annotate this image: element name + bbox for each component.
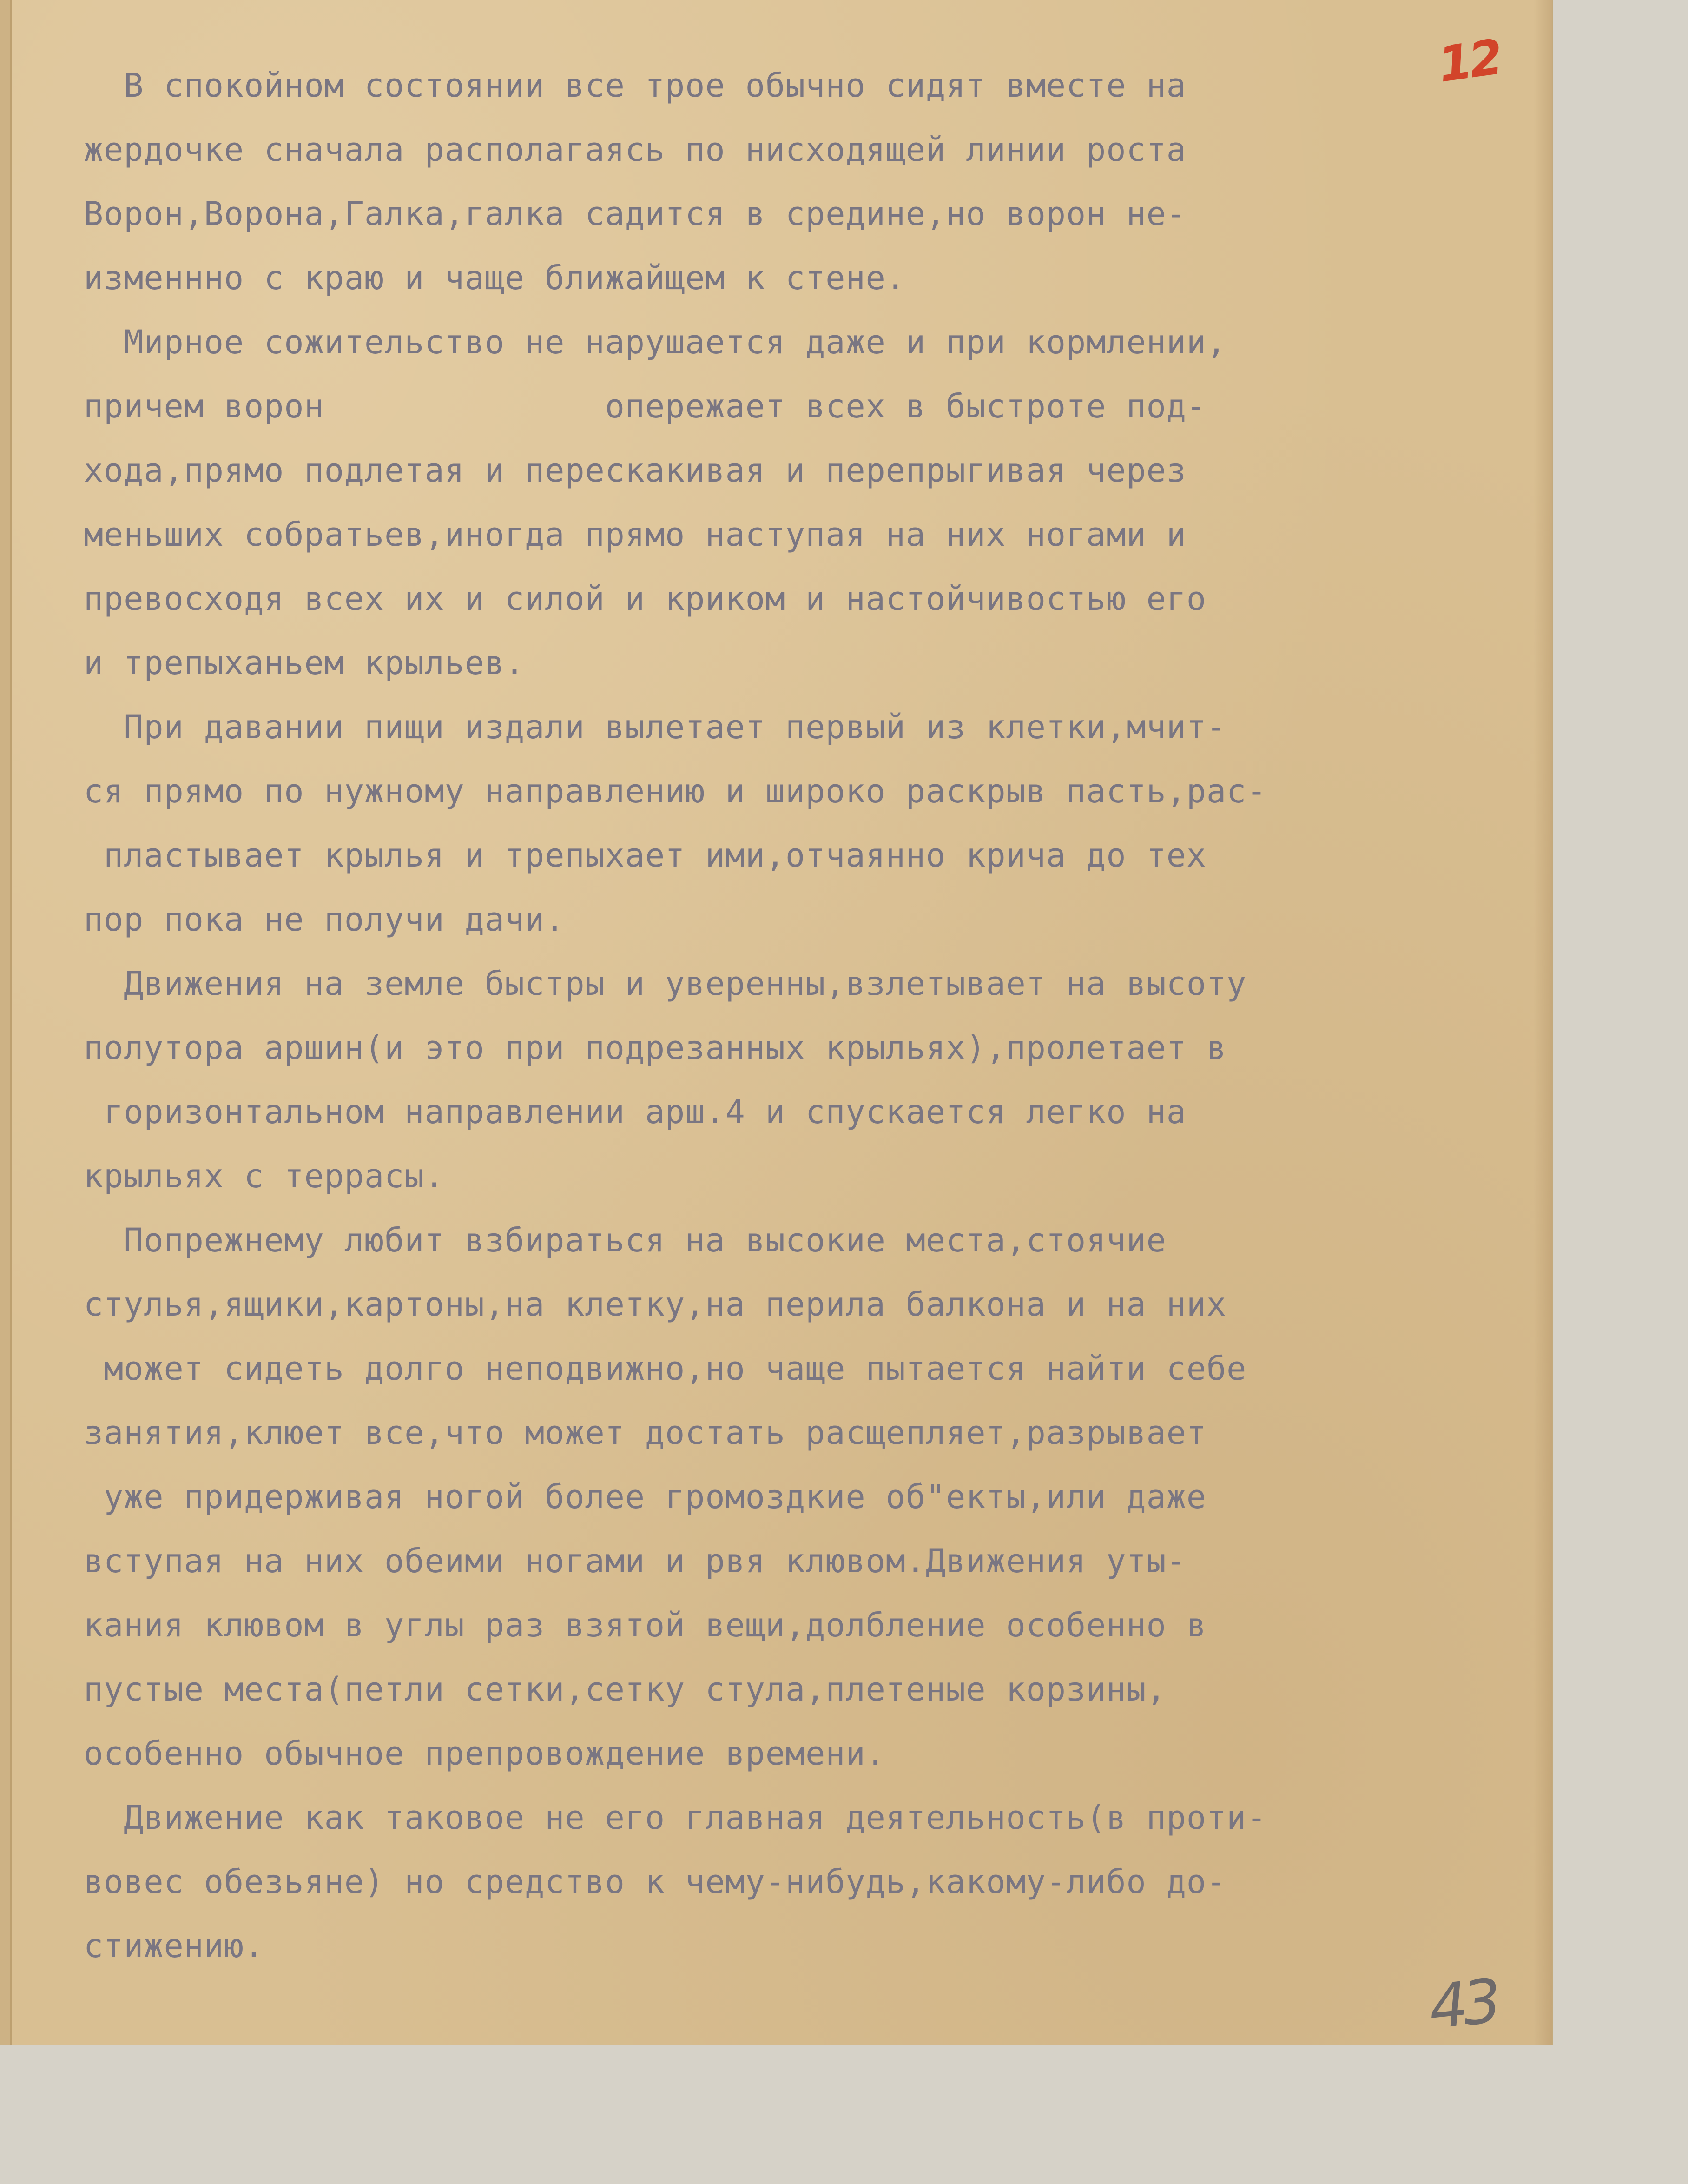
text-line: Ворон,Ворона,Галка,галка садится в средине,но ворон не- [84,195,1187,233]
text-line: пластывает крылья и трепыхает ими,отчаянно крича до тех [84,836,1207,874]
text-line: стижению. [84,1927,264,1965]
text-line: пустые места(петли сетки,сетку стула,плетеные корзины, [84,1670,1167,1708]
text-line: ся прямо по нужному направлению и широко раскрыв пасть,рас- [84,772,1267,810]
text-line: полутора аршин(и это при подрезанных крыльях),пролетает в [84,1029,1227,1067]
text-line: В спокойном состоянии все трое обычно сидят вместе на [84,66,1187,105]
text-line: меньших собратьев,иногда прямо наступая на них ногами и [84,516,1187,554]
text-line: уже придерживая ногой более громоздкие об"екты,или даже [84,1478,1207,1516]
typewritten-text [84,53,1315,1978]
folio-mark: 12 [1435,28,1504,93]
text-line: Движения на земле быстры и уверенны,взлетывает на высоту [84,965,1247,1003]
text-line: особенно обычное препровождение времени. [84,1734,886,1773]
text-line: может сидеть долго неподвижно,но чаще пытается найти себе [84,1350,1247,1388]
text-line: Движение как таковое не его главная деятельность(в проти- [84,1799,1267,1837]
text-line: жердочке сначала располагаясь по нисходящей линии роста [84,131,1187,169]
text-line: При давании пищи издали вылетает первый из клетки,мчит- [84,708,1227,746]
text-line: изменнно с краю и чаще ближайщем к стене. [84,259,906,297]
text-line: пор пока не получи дачи. [84,900,565,939]
text-line: и трепыханьем крыльев. [84,644,525,682]
text-line: вступая на них обеими ногами и рвя клювом.Движения уты- [84,1542,1187,1580]
text-line: занятия,клюет все,что может достать расщепляет,разрывает [84,1414,1207,1452]
text-line: Попрежнему любит взбираться на высокие места,стоячие [84,1221,1167,1259]
text-line: причем ворон опережает всех в быстроте под- [84,387,1207,425]
text-line: горизонтальном направлении арш.4 и спускается легко на [84,1093,1187,1131]
text-line: Мирное сожительство не нарушается даже и при кормлении, [84,323,1227,361]
text-line: хода,прямо подлетая и перескакивая и перепрыгивая через [84,451,1187,490]
left-fold-strip [0,0,12,2045]
text-line: вовес обезьяне) но средство к чему-нибудь,какому-либо до- [84,1863,1227,1901]
page-number: 43 [1425,1965,1500,2043]
text-line: крыльях с террасы. [84,1157,445,1195]
paper-edge-shadow [1534,0,1552,2045]
text-line: стулья,ящики,картоны,на клетку,на перила балкона и на них [84,1285,1227,1324]
text-line: превосходя всех их и силой и криком и настойчивостью его [84,580,1207,618]
text-line: кания клювом в углы раз взятой вещи,долбление особенно в [84,1606,1207,1644]
